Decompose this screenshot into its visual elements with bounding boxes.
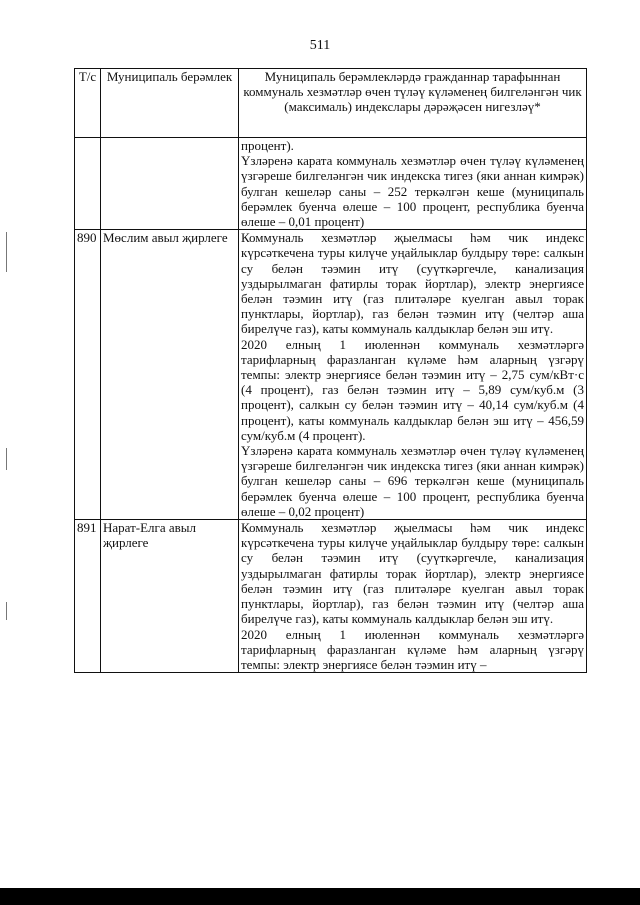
header-name: Муниципаль берәмлек xyxy=(101,69,239,138)
row-desc xyxy=(239,520,587,673)
row-name xyxy=(101,138,239,230)
table-header-row xyxy=(75,69,587,138)
table-row xyxy=(75,138,587,230)
row-paragraph: 2020 елның 1 июленнән коммуналь хезмәтләргә тарифларның фаразланган күләме һәм аларның үзгәрү темпы: электр энергиясе белән тәэмин итү – 2,75 сум/кВт·с (4 процент), газ белән тәэмин итү – 5,89 сум/куб.м (3 процент), салкын су белән тәэмин итү – 40,14 сум/куб.м (4 процент), каты коммуналь калдыклар белән эш итү – 456,59 сум/куб.м (4 процент). xyxy=(241,336,584,443)
row-paragraph: 2020 елның 1 июленнән коммуналь хезмәтләргә тарифларның фаразланган күләме һәм аларның үзгәрү темпы: электр энергиясе белән тәэмин итү – xyxy=(241,626,584,672)
table-row xyxy=(75,230,587,520)
table-row xyxy=(75,520,587,673)
header-desc: Муниципаль берәмлекләрдә гражданнар тарафыннан коммуналь хезмәтләр өчен түләү күләменең билгеләнгән чик (максималь) индекслары дәрәҗәсен нигезләү* xyxy=(239,69,587,138)
page-number: 511 xyxy=(309,38,331,53)
scan-bottom-edge xyxy=(0,888,640,905)
row-desc xyxy=(239,230,587,520)
row-name: Нарат-Елга авыл җирлеге xyxy=(101,520,239,673)
scan-edge-mark xyxy=(6,448,7,470)
row-name: Мөслим авыл җирлеге xyxy=(101,230,239,520)
scan-edge-mark xyxy=(6,232,7,272)
row-desc xyxy=(239,138,587,230)
row-num: 890 xyxy=(75,230,101,520)
row-paragraph: процент). xyxy=(241,138,294,153)
row-paragraph: Коммуналь хезмәтләр җыелмасы һәм чик индекс күрсәткечена туры килүче уңайлыклар булдыру төре: салкын су белән тәэмин итү (суүткәргечле, канализация уздырылмаган фатирлы торак йортлар), электр энергиясе белән тәэмин итү (газ плитәләре куелган авыл торак пунктлары, йортлар), газ белән тәэмин итү (челтәр аша бирелүче газ), каты коммуналь калдыклар белән эш итү. xyxy=(241,520,584,627)
row-num: 891 xyxy=(75,520,101,673)
row-paragraph: Үзләренә карата коммуналь хезмәтләр өчен түләү күләменең үзгәреше билгеләнгән чик индекска тигез (яки аннан кимрәк) булган кешеләр саны – 252 теркәлгән кеше (муниципаль берәмлек буенча өлеше – 100 процент, республика буенча өлеше – 0,01 процент) xyxy=(241,153,584,230)
tariff-table xyxy=(74,68,587,673)
scan-edge-mark xyxy=(6,602,7,620)
row-paragraph: Коммуналь хезмәтләр җыелмасы һәм чик индекс күрсәткечена туры килүче уңайлыклар булдыру төре: салкын су белән тәэмин итү (суүткәргечле, канализация уздырылмаган фатирлы торак йортлар), электр энергиясе белән тәэмин итү (газ плитәләре куелган авыл торак пунктлары, йортлар), газ белән тәэмин итү (челтәр аша бирелүче газ), каты коммуналь калдыклар белән эш итү. xyxy=(241,230,584,337)
row-paragraph: Үзләренә карата коммуналь хезмәтләр өчен түләү күләменең үзгәреше билгеләнгән чик индекска тигез (яки аннан кимрәк) булган кешеләр саны – 696 теркәлгән кеше (муниципаль берәмлек буенча өлеше – 100 процент, республика буенча өлеше – 0,02 процент) xyxy=(241,443,584,519)
header-num: Т/с xyxy=(75,69,101,138)
row-num xyxy=(75,138,101,230)
